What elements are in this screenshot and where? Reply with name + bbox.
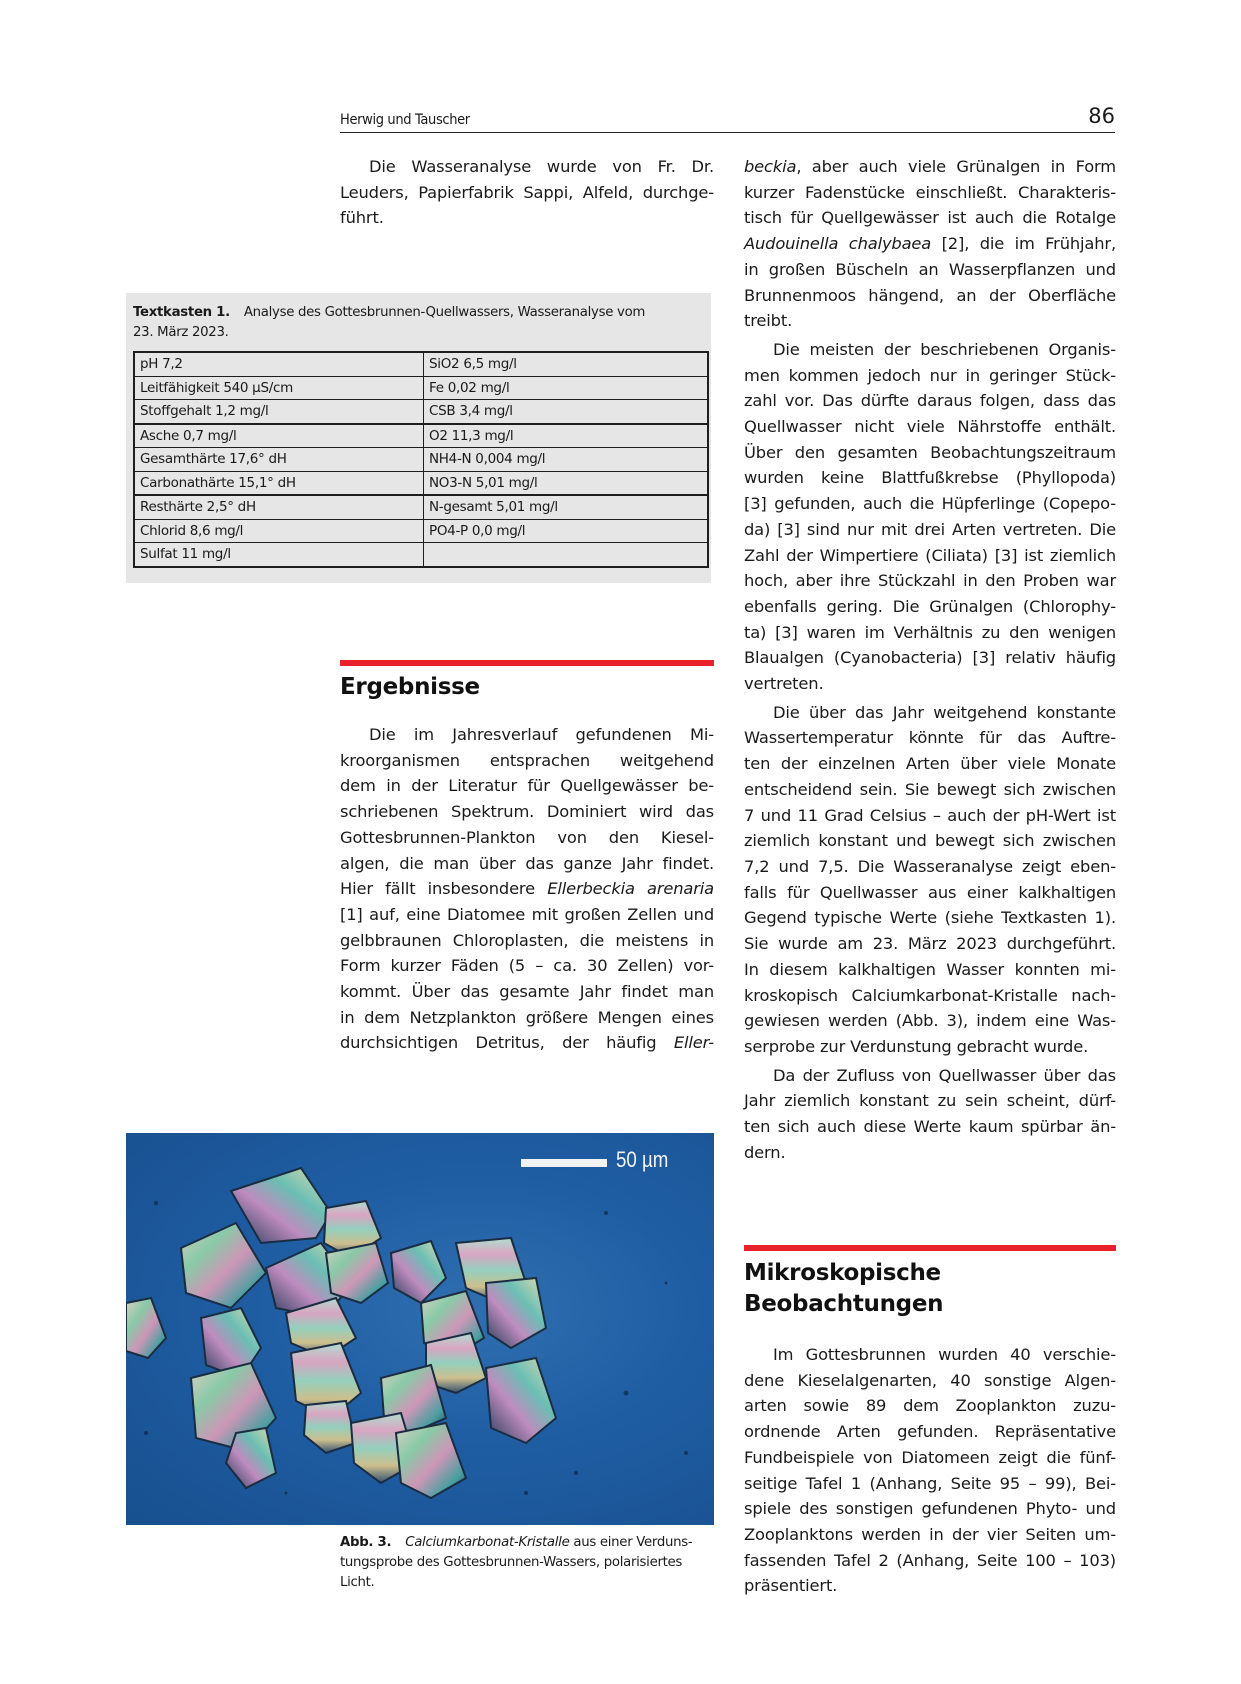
text-line: entscheidend sein. Sie bewegt sich zwischen: [744, 779, 1116, 799]
heading-line: Beobachtungen: [744, 1291, 944, 1317]
text-line: ordnende Arten gefunden. Repräsentative: [744, 1422, 1116, 1442]
text-line: algen, die man über das ganze Jahr findet.: [340, 853, 714, 873]
scale-label: 50 µm: [616, 1147, 669, 1172]
table-cell: Sulfat 11 mg/l: [134, 543, 424, 567]
text-line: zahl vor. Das dürfte daraus folgen, dass das: [744, 391, 1116, 411]
text-line: seitige Tafel 1 (Anhang, Seite 95 – 99), Bei-: [744, 1473, 1116, 1493]
text-line: in großen Büscheln an Wasserpflanzen und: [744, 259, 1116, 279]
table-cell: NH4-N 0,004 mg/l: [424, 448, 709, 472]
table-row: [134, 471, 708, 495]
crystal-illustration: [126, 1133, 714, 1525]
table-cell: Chlorid 8,6 mg/l: [134, 519, 424, 543]
text-line: Wassertemperatur könnte für das Auftre-: [744, 728, 1116, 748]
species-name: Ellerbeckia arenaria: [547, 879, 714, 899]
textbox-caption-line1: Analyse des Gottesbrunnen-Quellwassers, Wasseranalyse vom: [243, 305, 646, 320]
figure-caption-label: Abb. 3.: [340, 1535, 392, 1550]
text-line: Im Gottesbrunnen wurden 40 verschie-: [773, 1345, 1116, 1364]
text-line: arten sowie 89 dem Zooplankton zuzu-: [744, 1396, 1116, 1416]
figure-caption-text: tungsprobe des Gottesbrunnen-Wassers, polarisiertes: [340, 1555, 683, 1570]
running-head-authors: Herwig und Tauscher: [340, 112, 470, 128]
text-line: Blaualgen (Cyanobacteria) [3] relativ häufig: [744, 648, 1116, 668]
text-line: Die Wasseranalyse wurde von Fr. Dr.: [369, 157, 714, 176]
text-line: gelbbraunen Chloroplasten, die meistens in: [340, 930, 714, 950]
table-cell: Resthärte 2,5° dH: [134, 495, 424, 519]
table-cell: Fe 0,02 mg/l: [424, 376, 709, 400]
table-cell: N-gesamt 5,01 mg/l: [424, 495, 709, 519]
text-line: Leuders, Papierfabrik Sappi, Alfeld, durchge-: [340, 182, 714, 202]
textbox-water-analysis: [126, 293, 711, 583]
text-line: ebenfalls gering. Die Grünalgen (Chlorophy-: [744, 596, 1116, 616]
figure-caption-text: aus einer Verduns-: [569, 1535, 693, 1550]
text-line: [744, 154, 1116, 180]
table-cell: SiO2 6,5 mg/l: [424, 352, 709, 376]
text-line: ta) [3] waren im Verhältnis zu den wenigen: [744, 622, 1116, 642]
table-row: [134, 495, 708, 519]
text-line: fassenden Tafel 2 (Anhang, Seite 100 – 103): [744, 1550, 1116, 1570]
text-line: Gegend typische Werte (siehe Textkasten 1).: [744, 908, 1116, 928]
text-line: In diesem kalkhaltigen Wasser konnten mi-: [744, 959, 1116, 979]
text-fragment: Hier fällt insbesondere: [340, 879, 535, 899]
text-line: Jahr ziemlich konstant zu sein scheint, dürf-: [744, 1091, 1116, 1111]
text-line: vertreten.: [744, 674, 824, 694]
water-analysis-table: [133, 351, 709, 568]
table-cell: Asche 0,7 mg/l: [134, 424, 424, 448]
table-cell: PO4-P 0,0 mg/l: [424, 519, 709, 543]
intro-paragraph: [340, 154, 714, 231]
table-cell: O2 11,3 mg/l: [424, 424, 709, 448]
table-row: [134, 352, 708, 376]
text-line: [3] gefunden, auch die Hüpferlinge (Copepo-: [744, 494, 1116, 514]
text-line: Sie wurde am 23. März 2023 durchgeführt.: [744, 934, 1116, 954]
text-line: spiele des sonstigen gefundenen Phyto- und: [744, 1499, 1116, 1519]
text-line: kommt. Über das gesamte Jahr findet man: [340, 982, 714, 1002]
text-line: ten sich auch diese Werte kaum spürbar än-: [744, 1117, 1116, 1137]
section-rule-ergebnisse: [340, 660, 714, 666]
text-line: da) [3] sind nur mit drei Arten vertreten. Die: [744, 519, 1116, 539]
text-line: Quellwasser nicht viele Nährstoffe enthält.: [744, 417, 1116, 437]
table-cell: CSB 3,4 mg/l: [424, 400, 709, 424]
text-line: Zahl der Wimpertiere (Ciliata) [3] ist ziemlich: [744, 545, 1116, 565]
text-line: [340, 1030, 714, 1056]
text-line: schriebenen Spektrum. Dominiert wird das: [340, 802, 714, 822]
text-line: Fundbeispiele von Diatomeen zeigt die fünf-: [744, 1447, 1116, 1467]
text-line: dern.: [744, 1142, 786, 1162]
text-line: Da der Zufluss von Quellwasser über das: [773, 1065, 1116, 1085]
running-head: [340, 104, 1115, 133]
text-line: [340, 876, 714, 902]
text-line: ziemlich konstant und bewegt sich zwischen: [744, 831, 1116, 851]
table-row: [134, 376, 708, 400]
text-line: präsentiert.: [744, 1576, 838, 1596]
text-line: Über den gesamten Beobachtungszeitraum: [744, 442, 1116, 462]
textbox-caption: [133, 303, 703, 343]
textbox-caption-line2: 23. März 2023.: [133, 325, 229, 340]
text-line: serprobe zur Verdunstung gebracht wurde.: [744, 1036, 1089, 1056]
text-line: Die meisten der beschriebenen Organis-: [773, 339, 1116, 359]
table-cell: Stoffgehalt 1,2 mg/l: [134, 400, 424, 424]
text-line: [744, 231, 1116, 257]
text-line: gewiesen werden (Abb. 3), indem eine Was-: [744, 1011, 1116, 1031]
table-cell: [424, 543, 709, 567]
figure-caption-italic: Calciumkarbonat-Kristalle: [405, 1535, 570, 1550]
textbox-label: Textkasten 1.: [133, 305, 230, 320]
right-column-text: [744, 154, 1116, 1165]
ergebnisse-paragraph: [340, 722, 714, 1056]
section-rule-mikroskopische: [744, 1245, 1116, 1251]
text-line: Die im Jahresverlauf gefundenen Mi-: [369, 725, 714, 744]
text-fragment: [2], die im Frühjahr,: [931, 234, 1116, 254]
text-line: kroorganismen entsprachen weitgehend: [340, 750, 714, 770]
text-line: dene Kieselalgenarten, 40 sonstige Algen-: [744, 1370, 1116, 1390]
species-name: beckia: [744, 157, 797, 176]
figure-caption: [340, 1533, 714, 1593]
table-row: [134, 400, 708, 424]
section-heading-ergebnisse: Ergebnisse: [340, 674, 480, 700]
page-number: 86: [1088, 104, 1115, 128]
text-line: Zooplanktons werden in der vier Seiten um-: [744, 1524, 1116, 1544]
text-line: Brunnenmoos hängend, an der Oberfläche: [744, 285, 1116, 305]
text-line: Die über das Jahr weitgehend konstante: [773, 702, 1116, 722]
species-name: Audouinella chalybaea: [744, 234, 932, 254]
text-line: men kommen jedoch nur in geringer Stück-: [744, 365, 1116, 385]
table-row: [134, 448, 708, 472]
mikroskopische-paragraph: [744, 1342, 1116, 1599]
text-line: dem in der Literatur für Quellgewässer be-: [340, 776, 714, 796]
text-fragment: durchsichtigen Detritus, der häufig: [340, 1033, 657, 1053]
text-line: falls für Quellwasser aus einer kalkhaltigen: [744, 882, 1116, 902]
table-row: [134, 424, 708, 448]
micrograph-figure: [126, 1133, 714, 1525]
text-line: kurzer Fadenstücke einschließt. Charakteris-: [744, 182, 1116, 202]
table-cell: pH 7,2: [134, 352, 424, 376]
text-line: Gottesbrunnen-Plankton von den Kiesel-: [340, 827, 714, 847]
text-fragment: , aber auch viele Grünalgen in Form: [796, 157, 1116, 176]
text-line: 7,2 und 7,5. Die Wasseranalyse zeigt eben-: [744, 856, 1116, 876]
text-line: hoch, aber ihre Stückzahl in den Proben war: [744, 571, 1116, 591]
text-line: [1] auf, eine Diatomee mit großen Zellen und: [340, 904, 714, 924]
table-row: [134, 519, 708, 543]
species-name: Eller-: [673, 1033, 715, 1053]
table-cell: NO3-N 5,01 mg/l: [424, 471, 709, 495]
text-line: in dem Netzplankton größere Mengen eines: [340, 1007, 714, 1027]
text-line: tisch für Quellgewässer ist auch die Rotalge: [744, 208, 1116, 228]
text-line: führt.: [340, 208, 384, 228]
table-cell: Leitfähigkeit 540 µS/cm: [134, 376, 424, 400]
table-cell: Gesamthärte 17,6° dH: [134, 448, 424, 472]
text-line: 7 und 11 Grad Celsius – auch der pH-Wert ist: [744, 805, 1116, 825]
table-cell: Carbonathärte 15,1° dH: [134, 471, 424, 495]
scale-bar: [521, 1159, 607, 1167]
figure-caption-text: Licht.: [340, 1575, 375, 1590]
text-line: treibt.: [744, 311, 793, 331]
table-row: [134, 543, 708, 567]
text-line: Form kurzer Fäden (5 – ca. 30 Zellen) vor-: [340, 956, 714, 976]
section-heading-mikroskopische: [744, 1258, 943, 1320]
text-line: ten der einzelnen Arten über viele Monate: [744, 754, 1116, 774]
text-line: kroskopisch Calciumkarbonat-Kristalle nach-: [744, 985, 1116, 1005]
heading-line: Mikroskopische: [744, 1260, 941, 1286]
text-line: wurden keine Blattfußkrebse (Phyllopoda): [744, 468, 1116, 488]
